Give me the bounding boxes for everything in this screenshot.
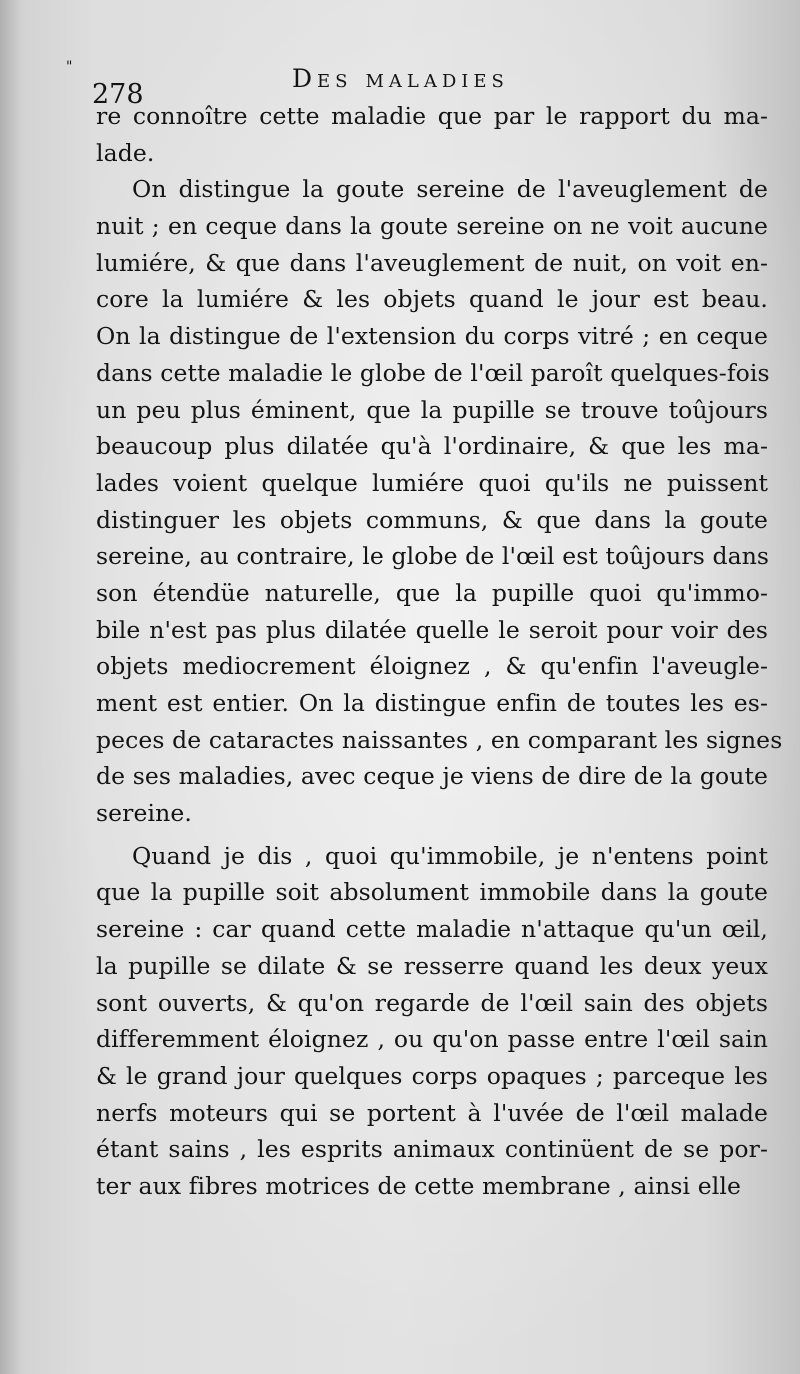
text-line: distinguer les objets communs, & que dans la goute bbox=[96, 505, 768, 534]
body-text bbox=[96, 98, 783, 1205]
running-head: Des maladies bbox=[292, 64, 509, 93]
text-line: peces de cataractes naissantes , en comparant les signes bbox=[96, 725, 783, 754]
text-line: nerfs moteurs qui se portent à l'uvée de l'œil malade bbox=[96, 1098, 768, 1127]
page-number: 278 bbox=[92, 79, 144, 110]
printer-mark: " bbox=[66, 59, 73, 75]
text-line: sereine : car quand cette maladie n'attaque qu'un œil, bbox=[96, 915, 768, 944]
text-line: & le grand jour quelques corps opaques ; parceque les bbox=[96, 1061, 768, 1090]
text-line: nuit ; en ceque dans la goute sereine on ne voit aucune bbox=[96, 212, 768, 241]
text-line: un peu plus éminent, que la pupille se trouve toûjours bbox=[96, 395, 768, 424]
text-line: bile n'est pas plus dilatée quelle le seroit pour voir des bbox=[96, 615, 768, 644]
text-line: re connoître cette maladie que par le rapport du ma- bbox=[96, 102, 768, 130]
text-line: Quand je dis , quoi qu'immobile, je n'entens point bbox=[132, 841, 768, 870]
text-line: sereine. bbox=[96, 799, 192, 828]
text-line: ter aux fibres motrices de cette membrane , ainsi elle bbox=[96, 1171, 741, 1200]
text-line: de ses maladies, avec ceque je viens de dire de la goute bbox=[96, 762, 768, 791]
text-line: sereine, au contraire, le globe de l'œil est toûjours dans bbox=[96, 542, 770, 571]
text-line: sont ouverts, & qu'on regarde de l'œil sain des objets bbox=[96, 988, 768, 1017]
text-line: On la distingue de l'extension du corps vitré ; en ceque bbox=[96, 322, 768, 351]
text-line: core la lumiére & les objets quand le jour est beau. bbox=[96, 285, 768, 314]
text-line: la pupille se dilate & se resserre quand les deux yeux bbox=[96, 951, 768, 980]
text-line: On distingue la goute sereine de l'aveuglement de bbox=[132, 175, 768, 204]
text-line: differemment éloignez , ou qu'on passe entre l'œil sain bbox=[96, 1025, 768, 1054]
text-line: lumiére, & que dans l'aveuglement de nuit, on voit en- bbox=[96, 248, 768, 277]
text-line: que la pupille soit absolument immobile dans la goute bbox=[96, 878, 768, 907]
text-line: lades voient quelque lumiére quoi qu'ils ne puissent bbox=[96, 468, 768, 497]
text-line: objets mediocrement éloignez , & qu'enfin l'aveugle- bbox=[96, 652, 768, 681]
text-line: lade. bbox=[96, 138, 155, 167]
binding-shadow bbox=[0, 0, 22, 1374]
text-line: son étendüe naturelle, que la pupille quoi qu'immo- bbox=[96, 578, 768, 607]
text-line: étant sains , les esprits animaux continüent de se por- bbox=[96, 1135, 768, 1164]
text-line: beaucoup plus dilatée qu'à l'ordinaire, & que les ma- bbox=[96, 432, 768, 461]
text-line: ment est entier. On la distingue enfin de toutes les es- bbox=[96, 689, 768, 717]
text-line: dans cette maladie le globe de l'œil paroît quelques-fois bbox=[96, 358, 770, 387]
